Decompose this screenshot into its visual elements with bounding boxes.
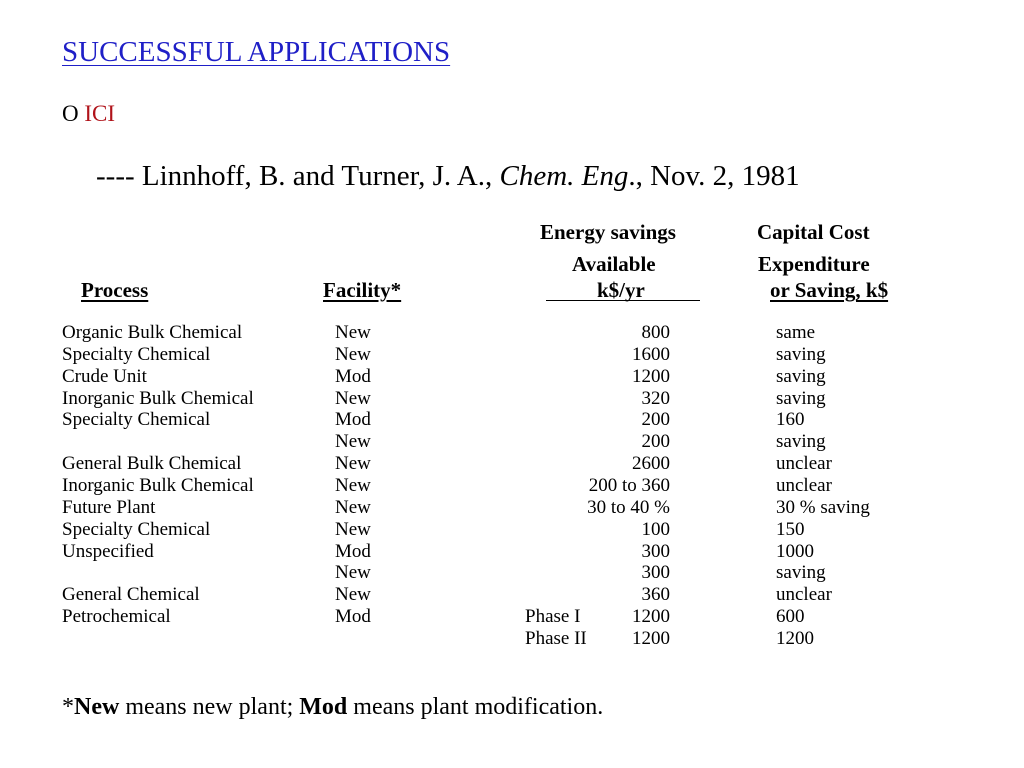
facility-cell: New xyxy=(335,562,371,584)
energy-savings-cell: 1600 xyxy=(632,343,670,365)
capital-cost-cell: same xyxy=(776,322,816,343)
header-capital-line2: Expenditure xyxy=(758,252,870,276)
capital-cost-cell: saving xyxy=(776,431,826,453)
facility-cell: New xyxy=(335,322,371,343)
reference-authors: ---- Linnhoff, B. and Turner, J. A., xyxy=(96,160,500,192)
capital-cost-cell: saving xyxy=(776,365,826,387)
energy-savings-cell: 200 xyxy=(641,409,670,431)
facility-cell: New xyxy=(335,431,371,453)
process-cell: General Bulk Chemical xyxy=(62,453,242,475)
process-cell: Organic Bulk Chemical xyxy=(62,322,243,343)
organization-name: ICI xyxy=(84,101,116,126)
energy-savings-cell: 300 xyxy=(641,540,670,562)
energy-savings-cell: 1200 xyxy=(632,606,670,627)
energy-savings-cell: 320 xyxy=(641,387,670,409)
energy-savings-cell: 2600 xyxy=(632,453,670,475)
facility-cell: Mod xyxy=(335,606,371,627)
capital-cost-cell: saving xyxy=(776,562,826,584)
facility-cell: New xyxy=(335,475,371,496)
capital-cost-cell: 150 xyxy=(776,518,805,540)
capital-cost-cell: 600 xyxy=(776,606,805,627)
header-energy-underline xyxy=(546,300,700,301)
process-cell: Inorganic Bulk Chemical xyxy=(62,475,254,496)
process-cell: Inorganic Bulk Chemical xyxy=(62,387,254,409)
capital-cost-cell: saving xyxy=(776,343,826,365)
energy-savings-cell: 1200 xyxy=(632,365,670,387)
capital-cost-cell: saving xyxy=(776,387,826,409)
process-cell: Specialty Chemical xyxy=(62,343,211,365)
energy-savings-cell: 360 xyxy=(641,584,670,606)
header-process: Process xyxy=(81,278,149,302)
slide-title: SUCCESSFUL APPLICATIONS xyxy=(62,36,451,68)
header-capital-line1: Capital Cost xyxy=(757,220,870,244)
process-cell: Petrochemical xyxy=(62,606,171,627)
facility-cell: New xyxy=(335,496,371,518)
reference-journal: Chem. Eng xyxy=(499,160,629,192)
capital-cost-cell: unclear xyxy=(776,584,832,606)
bullet-marker: O xyxy=(62,101,79,126)
facility-cell: Mod xyxy=(335,409,371,431)
footnote-new-text: means new plant; xyxy=(119,694,300,720)
energy-savings-cell: 200 to 360 xyxy=(588,475,670,496)
reference-date: ., Nov. 2, 1981 xyxy=(628,160,800,192)
phase-cell: Phase I xyxy=(525,606,581,627)
energy-savings-cell: 200 xyxy=(641,431,670,453)
header-energy-line3: k$/yr xyxy=(597,278,645,302)
capital-cost-cell: 160 xyxy=(776,409,805,431)
process-cell: Future Plant xyxy=(62,496,156,518)
footnote-new-term: New xyxy=(74,694,120,720)
process-cell: General Chemical xyxy=(62,584,200,606)
facility-cell: Mod xyxy=(335,540,371,562)
header-capital-line3: or Saving, k$ xyxy=(770,278,889,302)
header-energy-line1: Energy savings xyxy=(540,220,676,244)
facility-cell: New xyxy=(335,343,371,365)
capital-cost-cell: 30 % saving xyxy=(776,496,870,518)
literature-reference xyxy=(96,160,800,193)
facility-cell: New xyxy=(335,518,371,540)
capital-cost-cell: 1200 xyxy=(776,627,814,649)
process-cell: Crude Unit xyxy=(62,365,147,387)
footnote-mod-text: means plant modification. xyxy=(347,694,604,720)
footnote-star: * xyxy=(62,694,74,720)
bullet-organization xyxy=(62,101,115,127)
phase-cell: Phase II xyxy=(525,627,587,649)
footnote xyxy=(62,694,603,721)
footnote-mod-term: Mod xyxy=(299,694,348,720)
process-cell: Specialty Chemical xyxy=(62,409,211,431)
energy-savings-cell: 100 xyxy=(641,518,670,540)
facility-cell: New xyxy=(335,387,371,409)
capital-cost-cell: unclear xyxy=(776,453,832,475)
process-cell: Specialty Chemical xyxy=(62,518,211,540)
facility-cell: New xyxy=(335,584,371,606)
capital-cost-cell: unclear xyxy=(776,475,832,496)
energy-savings-cell: 30 to 40 % xyxy=(587,496,670,518)
capital-cost-cell: 1000 xyxy=(776,540,814,562)
facility-cell: Mod xyxy=(335,365,371,387)
facility-cell: New xyxy=(335,453,371,475)
header-facility: Facility* xyxy=(323,278,402,302)
energy-savings-cell: 300 xyxy=(641,562,670,584)
energy-savings-cell: 1200 xyxy=(632,627,670,649)
energy-savings-cell: 800 xyxy=(641,322,670,343)
header-energy-line2: Available xyxy=(572,252,656,276)
process-cell: Unspecified xyxy=(62,540,154,562)
